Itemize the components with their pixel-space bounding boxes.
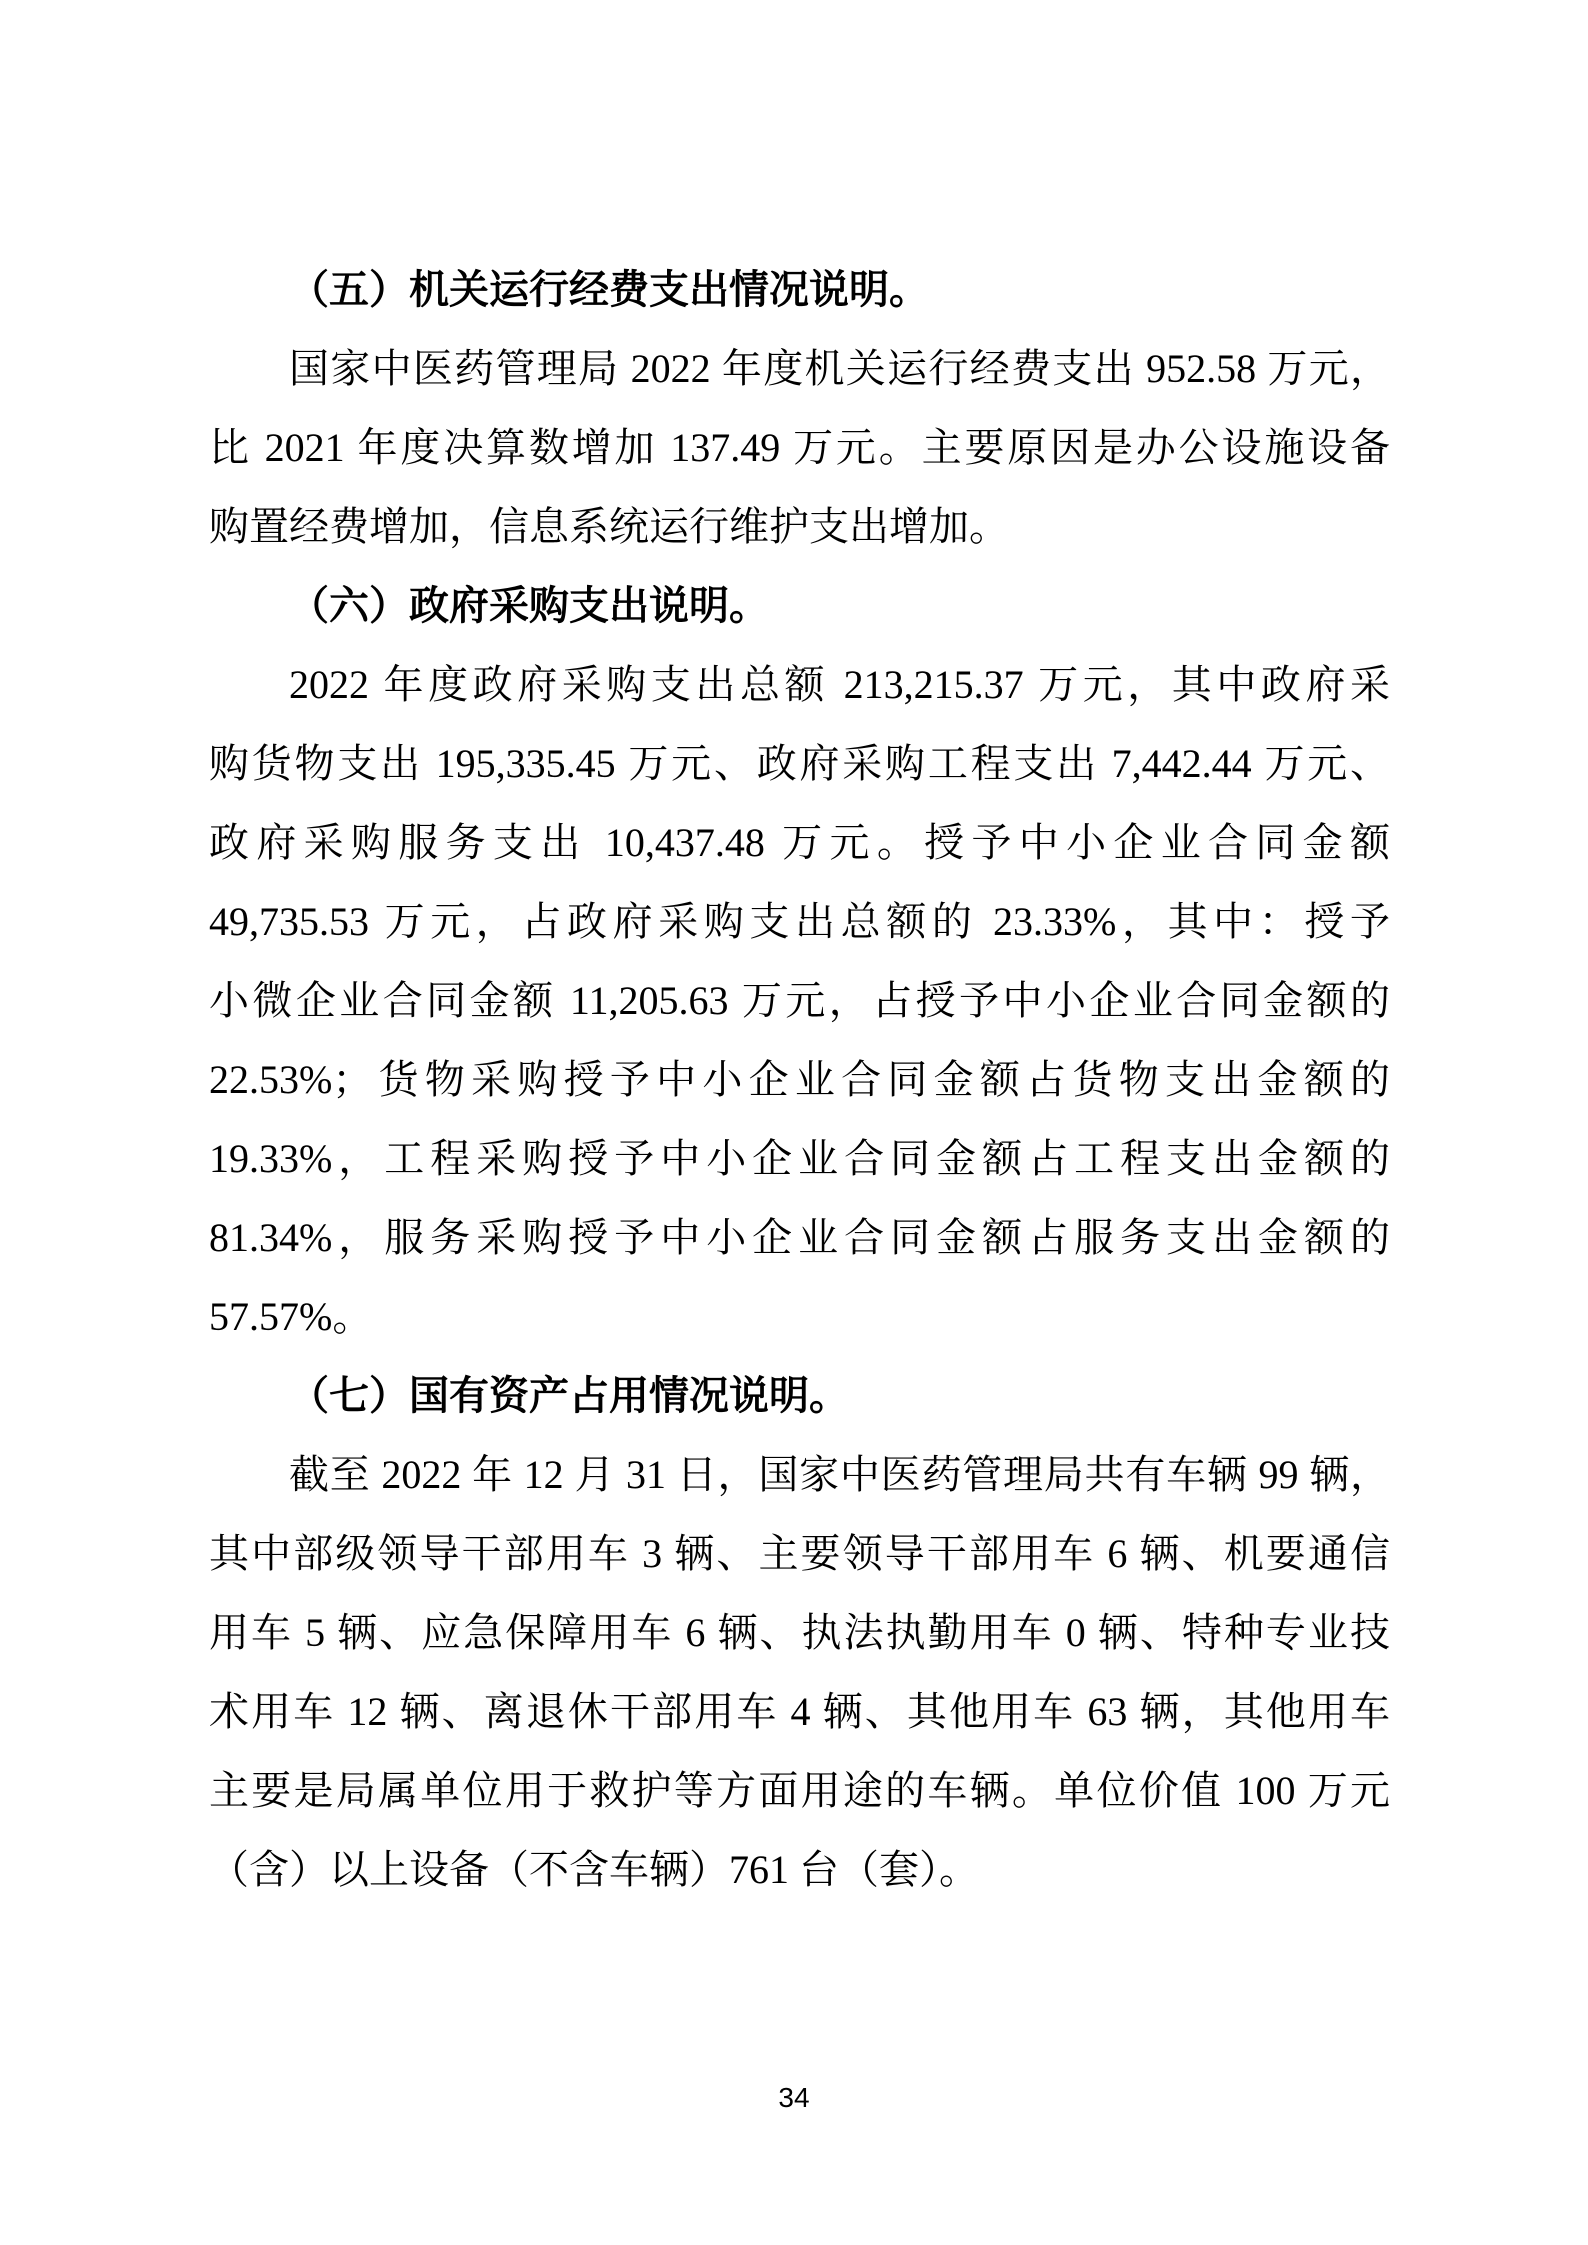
text-line: 购置经费增加，信息系统运行维护支出增加。 bbox=[209, 504, 1009, 549]
section-heading: （六）政府采购支出说明。 bbox=[289, 583, 769, 628]
text-line: 19.33%，工程采购授予中小企业合同金额占工程支出金额的 bbox=[209, 1136, 1390, 1181]
text-line: 小微企业合同金额 11,205.63 万元，占授予中小企业合同金额的 bbox=[209, 978, 1390, 1023]
text-line: 政府采购服务支出 10,437.48 万元。授予中小企业合同金额 bbox=[209, 820, 1390, 865]
text-line: 其中部级领导干部用车 3 辆、主要领导干部用车 6 辆、机要通信 bbox=[209, 1531, 1390, 1576]
text-line: 国家中医药管理局 2022 年度机关运行经费支出 952.58 万元， bbox=[289, 346, 1390, 391]
text-line: （含）以上设备（不含车辆）761 台（套）。 bbox=[209, 1847, 979, 1892]
text-line: 购货物支出 195,335.45 万元、政府采购工程支出 7,442.44 万元、 bbox=[209, 741, 1390, 786]
text-line: 截至 2022 年 12 月 31 日，国家中医药管理局共有车辆 99 辆， bbox=[289, 1452, 1390, 1497]
text-line: 57.57%。 bbox=[209, 1294, 373, 1339]
text-line: 比 2021 年度决算数增加 137.49 万元。主要原因是办公设施设备 bbox=[209, 425, 1390, 470]
text-line: 22.53%；货物采购授予中小企业合同金额占货物支出金额的 bbox=[209, 1057, 1390, 1102]
page-number: 34 bbox=[778, 2082, 810, 2113]
document-body bbox=[209, 250, 1390, 1909]
text-line: 81.34%，服务采购授予中小企业合同金额占服务支出金额的 bbox=[209, 1215, 1390, 1260]
text-line: 术用车 12 辆、离退休干部用车 4 辆、其他用车 63 辆，其他用车 bbox=[209, 1689, 1390, 1734]
text-line: 49,735.53 万元，占政府采购支出总额的 23.33%，其中：授予 bbox=[209, 899, 1390, 944]
text-line: 主要是局属单位用于救护等方面用途的车辆。单位价值 100 万元 bbox=[209, 1768, 1390, 1813]
section-heading: （七）国有资产占用情况说明。 bbox=[289, 1373, 849, 1418]
text-line: 2022 年度政府采购支出总额 213,215.37 万元，其中政府采 bbox=[289, 662, 1390, 707]
text-line: 用车 5 辆、应急保障用车 6 辆、执法执勤用车 0 辆、特种专业技 bbox=[209, 1610, 1390, 1655]
section-heading: （五）机关运行经费支出情况说明。 bbox=[289, 267, 929, 312]
